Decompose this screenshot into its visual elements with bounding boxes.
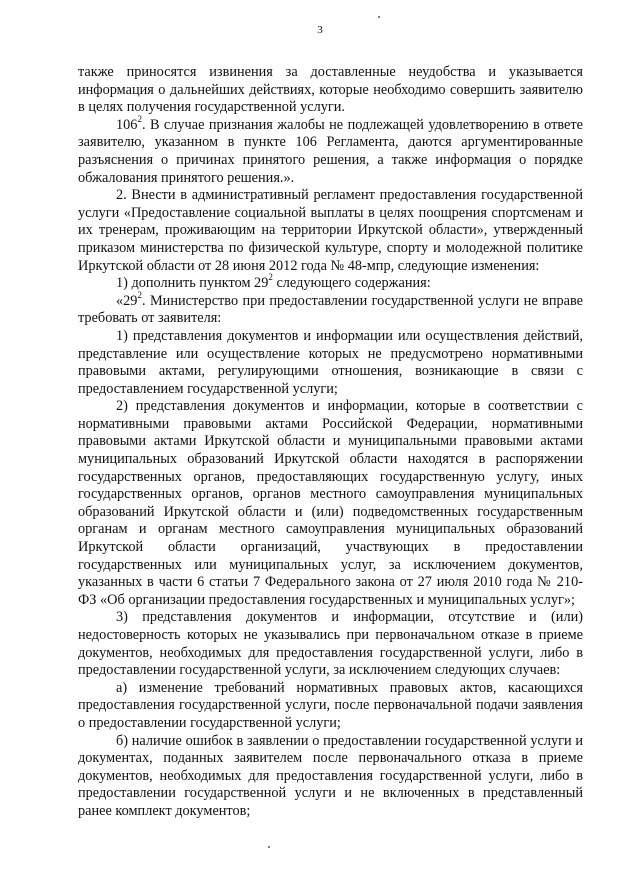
paragraph-prefix: «29 xyxy=(116,292,138,309)
clause-superscript: 2 xyxy=(137,289,142,300)
paragraph-prefix: 1) дополнить пунктом 29 xyxy=(116,275,269,292)
paragraph-text: 3) представления документов и информации, отсутствие и (или) недостоверность которых не указывались при первоначальном отказе в приеме документов, необходимых для предоставления государственной услуги, либо в предоставлении государственной услуги, за исключением следующих случаев: xyxy=(78,609,583,679)
paragraph xyxy=(78,680,583,733)
scan-speck xyxy=(378,16,380,18)
paragraph-text: а) изменение требований нормативных правовых актов, касающихся предоставления государственной услуги, после первоначальной подачи заявления о предоставлении государственной услуги; xyxy=(78,679,583,731)
scan-speck xyxy=(268,846,270,848)
document-body xyxy=(78,64,583,821)
clause-superscript: 2 xyxy=(268,272,273,283)
paragraph xyxy=(78,328,583,398)
paragraph xyxy=(78,187,583,275)
paragraph xyxy=(78,733,583,821)
paragraph-text: следующего содержания: xyxy=(276,275,431,292)
paragraph: $106^2$. В случае признания жалобы не подлежащей удовлетворению в ответе заявителю, указанном в пункте 106 Регламента, даются аргументированные разъяснения о причинах принятого решения, а также информация о порядке обжалования принятого решения.». xyxy=(78,114,583,186)
page-number: 3 xyxy=(317,24,323,36)
paragraph xyxy=(78,272,583,293)
paragraph-text: 1) представления документов и информации или осуществления действий, представление или осуществление которых не предусмотрено нормативными правовыми актами, регулирующими отношения, возникающие в связи с предоставлением государственной услуги; xyxy=(78,327,583,397)
clause-number: 106 xyxy=(116,116,138,133)
paragraph-text: также приносятся извинения за доставленные неудобства и указывается информация о дальнейших действиях, которые необходимо совершить заявителю в целях получения государственной услуги. xyxy=(78,64,583,116)
clause-suffix: . xyxy=(141,292,146,309)
paragraph xyxy=(78,289,583,328)
paragraph xyxy=(78,609,583,679)
paragraph-text: 2) представления документов и информации, которые в соответствии с нормативными правовыми актами Российской Федерации, нормативными правовыми актами Иркутской области и муниципальными правовыми актами муниципальных образований Иркутской области находятся в распоряжении государственных органов, предоставляющих государственную услугу, иных государственных органов, органов местного самоуправления муниципальных образований Иркутской области и (или) подведомственных государственным органам и органам местного самоуправления муниципальных образований Иркутской области организаций, участвующих в предоставлении государственных или муниципальных услуг, за исключением документов, указанных в части 6 статьи 7 Федерального закона от 27 июля 2010 года № 210-ФЗ «Об организации предоставления государственных и муниципальных услуг»; xyxy=(78,398,583,608)
paragraph-text: 2. Внести в административный регламент предоставления государственной услуги «Предоставление социальной выплаты в целях поощрения спортсменам и их тренерам, проживающим на территории Иркутской области», утвержденный приказом министерства по физической культуре, спорту и молодежной политике Иркутской области от 28 июня 2012 года № 48-мпр, следующие изменения: xyxy=(78,187,583,274)
paragraph xyxy=(78,398,583,609)
paragraph-text: В случае признания жалобы не подлежащей удовлетворению в ответе заявителю, указанном в пункте 106 Регламента, даются аргументированные разъяснения о причинах принятого решения, а также информация о порядке обжалования принятого решения.». xyxy=(78,116,583,186)
paragraph-text: б) наличие ошибок в заявлении о предоставлении государственной услуги и документах, поданных заявителем после первоначального отказа в приеме документов, необходимых для предоставления государственной услуги, либо в предоставлении государственной услуги и не включенных в представленный ранее комплект документов; xyxy=(78,732,583,819)
clause-superscript: 2 xyxy=(137,114,142,125)
paragraph xyxy=(78,64,583,117)
paragraph-text: Министерство при предоставлении государственной услуги не вправе требовать от заявителя: xyxy=(78,292,583,327)
